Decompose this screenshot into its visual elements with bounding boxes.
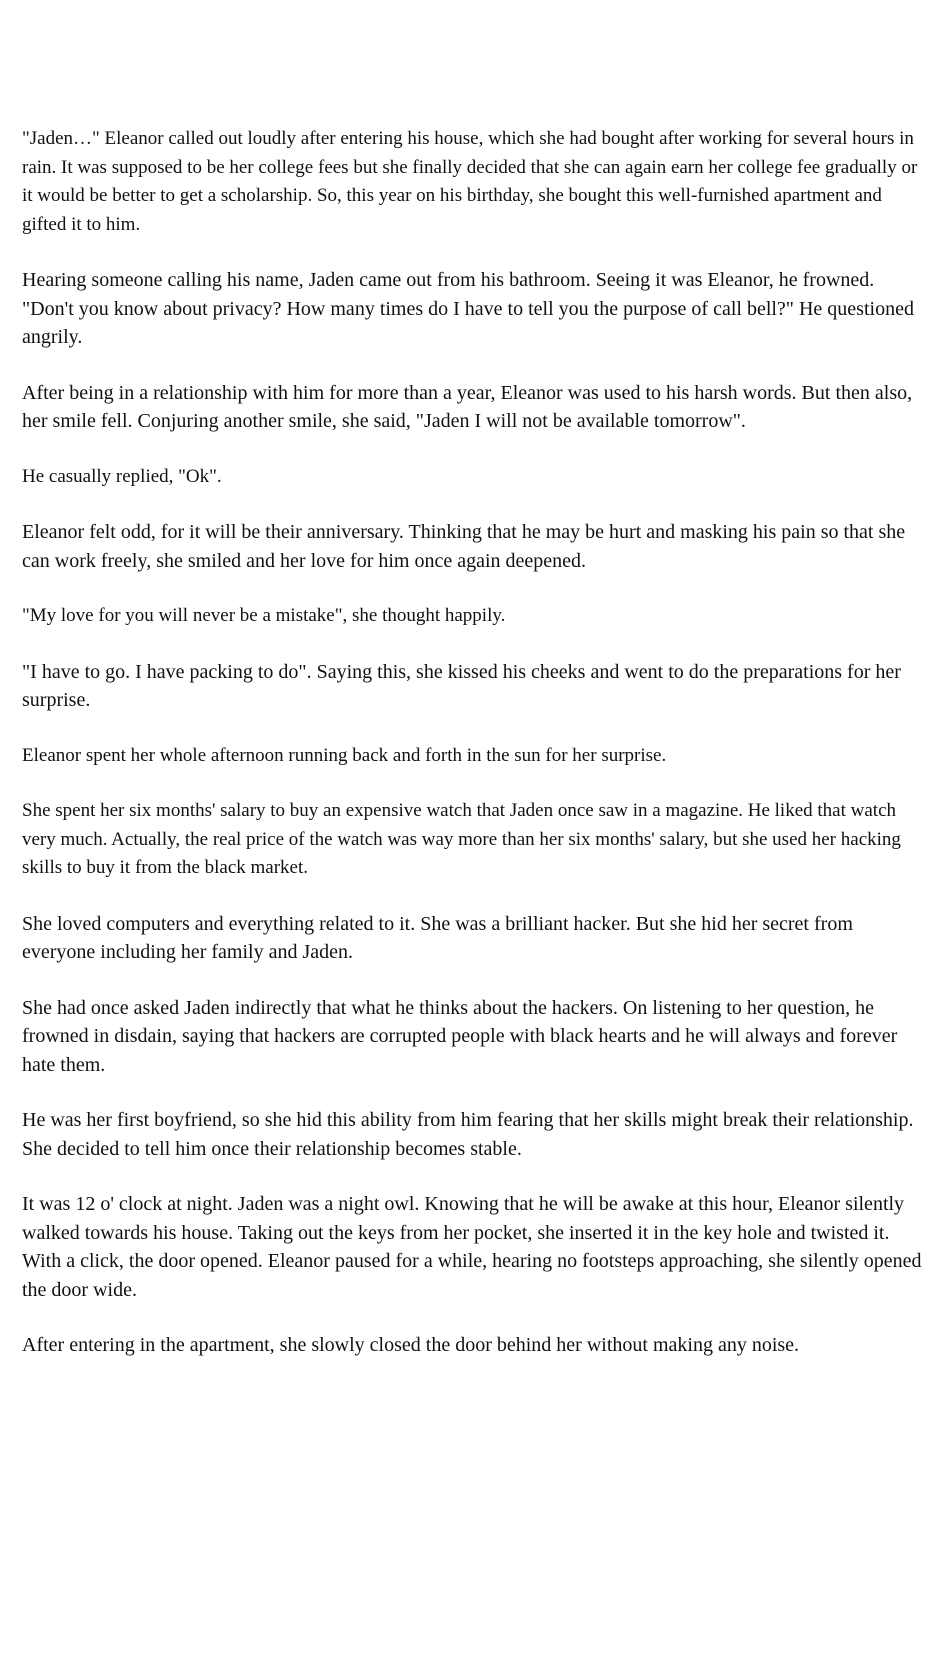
- paragraph-2: Hearing someone calling his name, Jaden came out from his bathroom. Seeing it was Eleanor, he frowned. "Don't you know about privacy? How many times do I have to tell you the purpose of call bell?" He questioned angrily.: [22, 269, 914, 348]
- paragraph-8: Eleanor spent her whole afternoon running back and forth in the sun for her surprise.: [22, 744, 667, 766]
- paragraph-1: "Jaden…" Eleanor called out loudly after entering his house, which she had bought after working for several hours in rain. It was supposed to be her college fees but she finally decided that she can again earn her college fee gradually or it would be better to get a scholarship. So, this year on his birthday, she bought this well-furnished apartment and gifted it to him.: [22, 128, 918, 235]
- paragraph-12: He was her first boyfriend, so she hid this ability from him fearing that her skills might break their relationship. She decided to tell him once their relationship becomes stable.: [22, 1109, 914, 1160]
- paragraph-3: After being in a relationship with him for more than a year, Eleanor was used to his harsh words. But then also, her smile fell. Conjuring another smile, she said, "Jaden I will not be available tomorrow".: [22, 381, 913, 432]
- story-text: [22, 125, 928, 1387]
- paragraph-13: It was 12 o' clock at night. Jaden was a night owl. Knowing that he will be awake at this hour, Eleanor silently walked towards his house. Taking out the keys from her pocket, she inserted it in the key hole and twisted it. With a click, the door opened. Eleanor paused for a while, hearing no footsteps approaching, she silently opened the door wide.: [22, 1193, 922, 1301]
- paragraph-14: After entering in the apartment, she slowly closed the door behind her without making any noise.: [22, 1334, 800, 1356]
- paragraph-10: She loved computers and everything related to it. She was a brilliant hacker. But she hid her secret from everyone including her family and Jaden.: [22, 912, 853, 963]
- paragraph-6: "My love for you will never be a mistake", she thought happily.: [22, 605, 506, 626]
- paragraph-11: She had once asked Jaden indirectly that what he thinks about the hackers. On listening to her question, he frowned in disdain, saying that hackers are corrupted people with black hearts and he will always and forever hate them.: [22, 996, 898, 1076]
- paragraph-5: Eleanor felt odd, for it will be their anniversary. Thinking that he may be hurt and masking his pain so that she can work freely, she smiled and her love for him once again deepened.: [22, 521, 906, 572]
- paragraph-9: She spent her six months' salary to buy an expensive watch that Jaden once saw in a magazine. He liked that watch very much. Actually, the real price of the watch was way more than her six months' salary, but she used her hacking skills to buy it from the black market.: [22, 800, 901, 878]
- paragraph-4: He casually replied, "Ok".: [22, 465, 222, 487]
- paragraph-7: "I have to go. I have packing to do". Saying this, she kissed his cheeks and went to do the preparations for her surprise.: [22, 660, 901, 711]
